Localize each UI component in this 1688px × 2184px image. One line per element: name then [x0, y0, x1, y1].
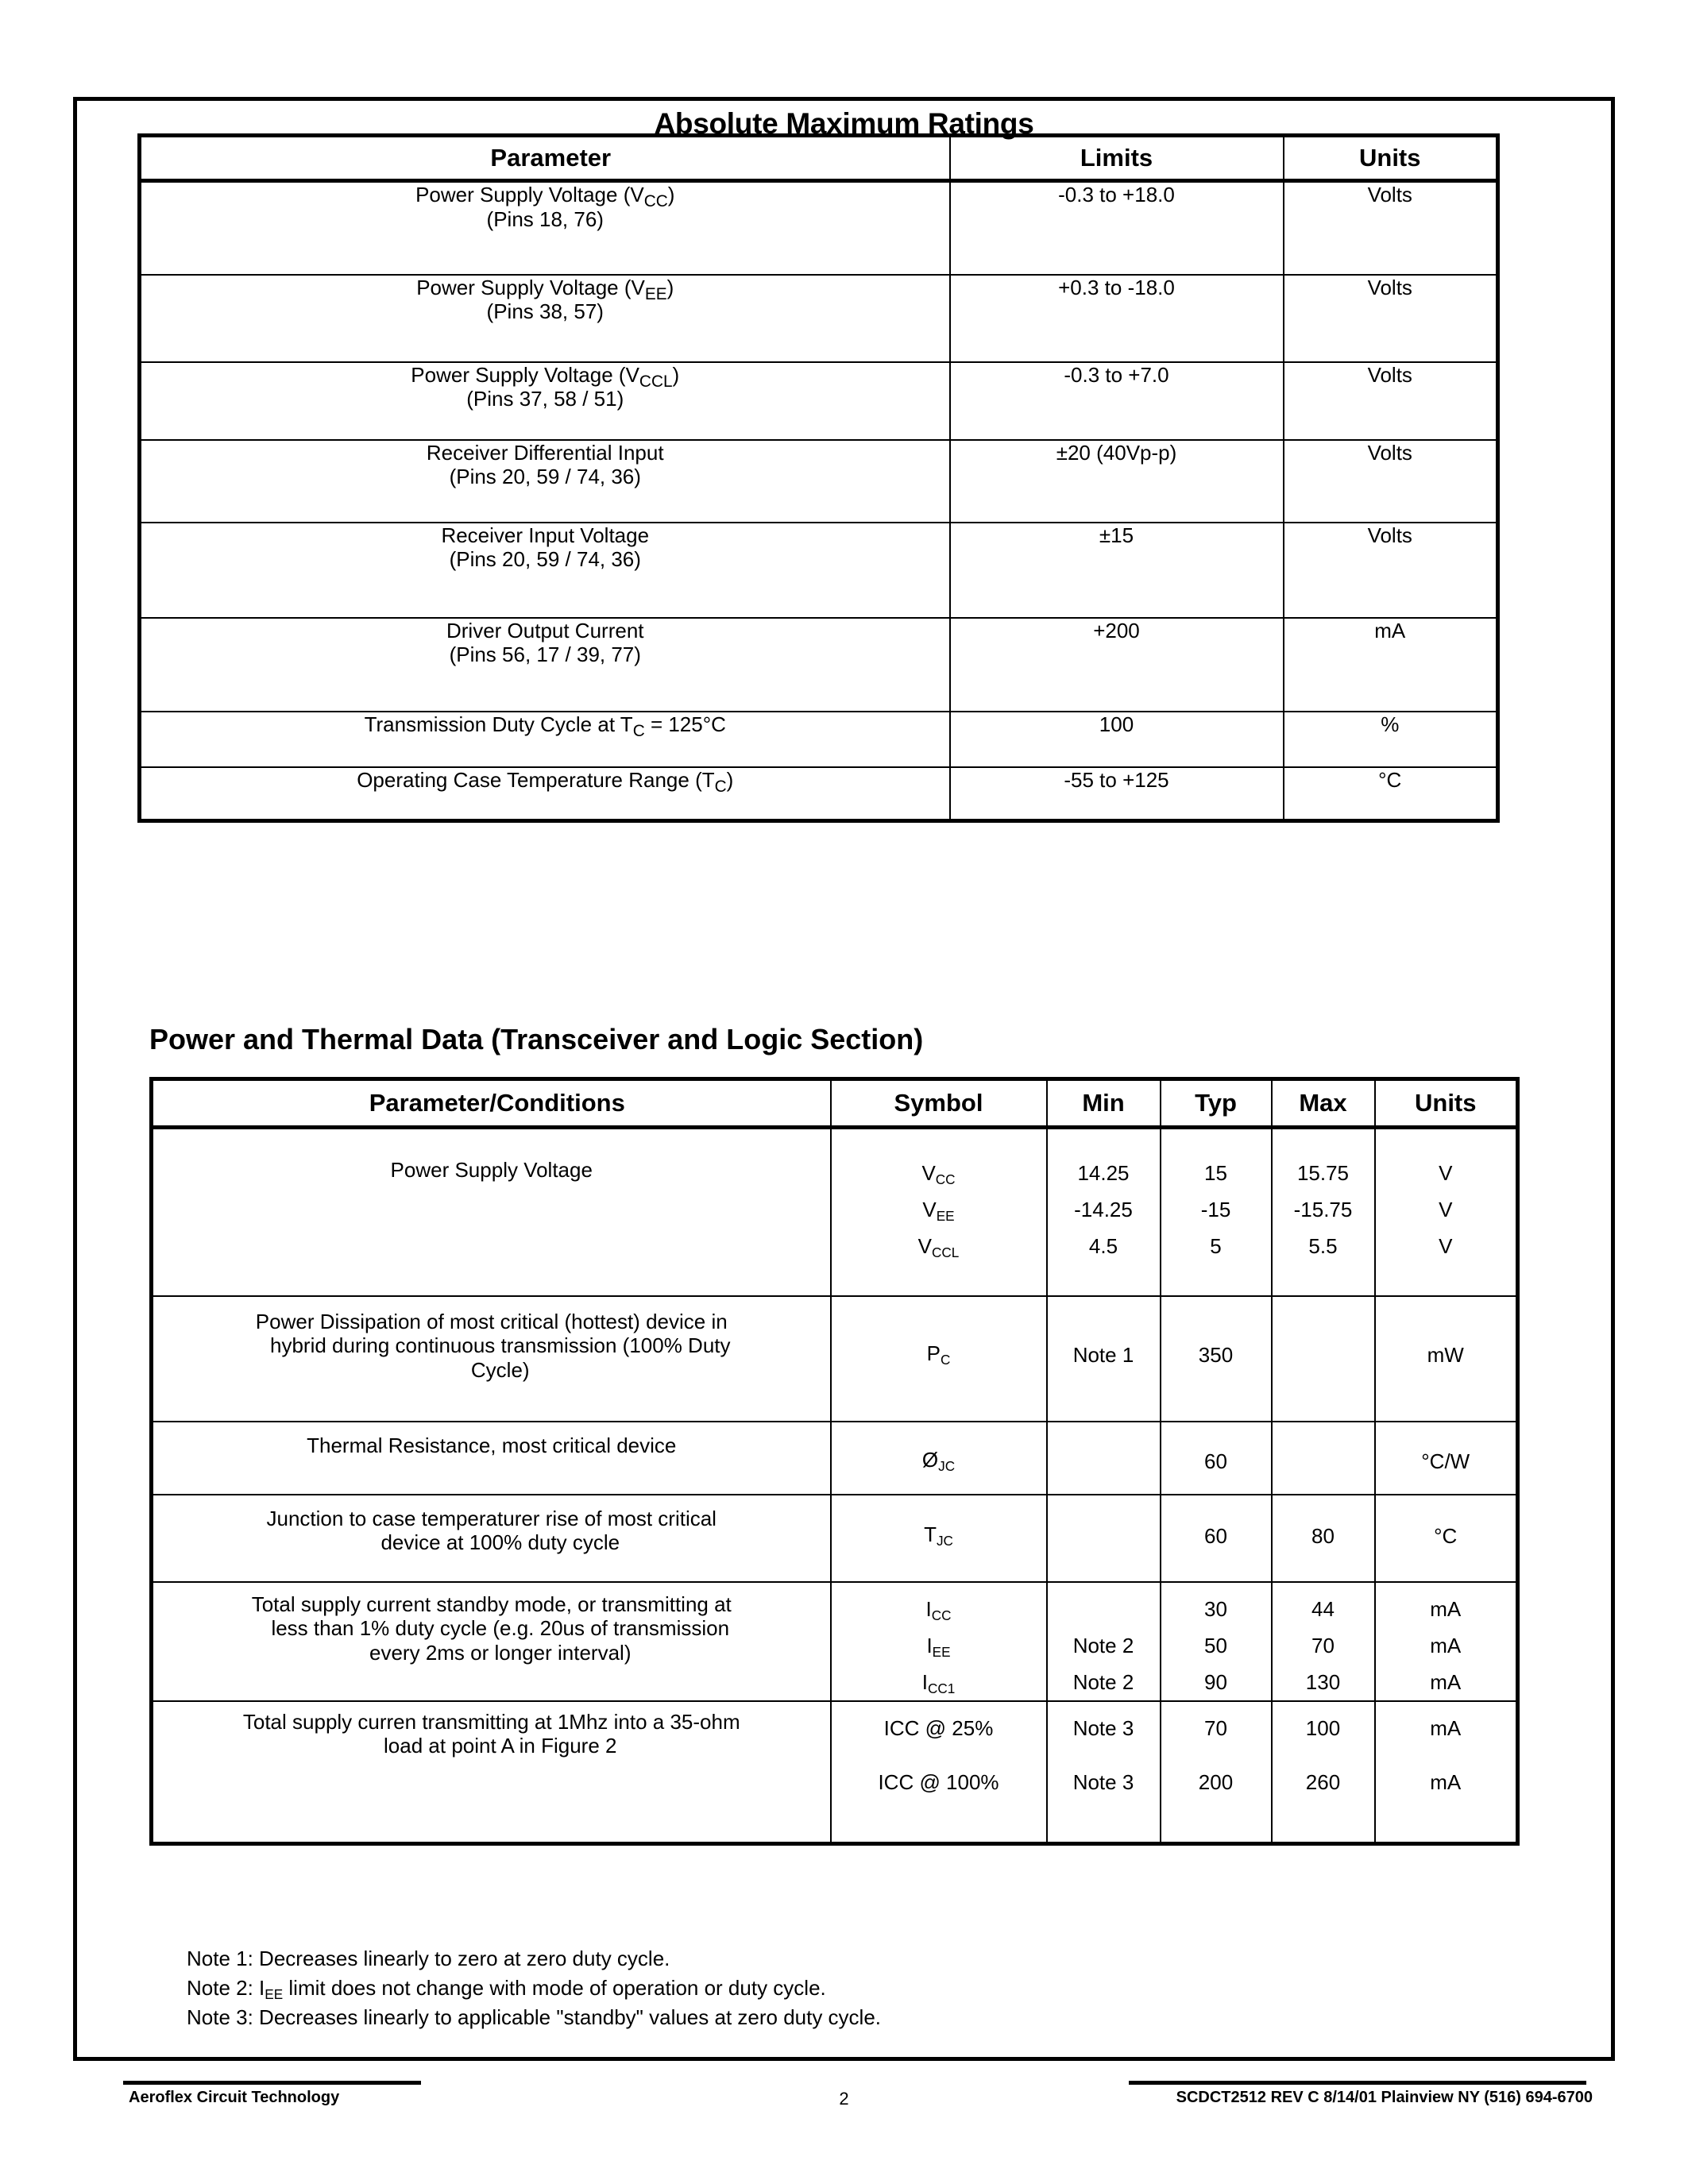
param-pins: (Pins 56, 17 / 39, 77) [449, 642, 641, 667]
max-cell [1272, 1582, 1375, 1701]
units-value: mA [1430, 1715, 1462, 1740]
param-tail: ) [726, 767, 734, 792]
typ-value: 70 [1204, 1715, 1227, 1740]
limits-cell: 100 [950, 712, 1284, 767]
table-row [152, 1495, 1518, 1582]
symbol-subscript: JC [938, 1457, 956, 1474]
typ-value: 50 [1204, 1633, 1227, 1657]
note-2-prefix: Note 2: I [187, 1975, 265, 2000]
min-value: Note 2 [1072, 1633, 1134, 1657]
units-value: V [1439, 1234, 1453, 1258]
param-pins: (Pins 18, 76) [486, 206, 604, 231]
units-cell: °C [1375, 1495, 1518, 1582]
param-pins: (Pins 20, 59 / 74, 36) [449, 465, 641, 489]
limits-cell: -0.3 to +18.0 [950, 181, 1284, 275]
symbol-line: ICC @ 25% [883, 1715, 994, 1740]
units-cell [1375, 1128, 1518, 1296]
units-cell [1375, 1701, 1518, 1844]
min-value: 14.25 [1077, 1161, 1130, 1185]
units-value: mA [1430, 1633, 1462, 1657]
param-line: Total supply current standby mode, or transmitting at [251, 1592, 732, 1616]
max-value: 15.75 [1296, 1161, 1350, 1185]
max-value: 100 [1305, 1715, 1341, 1740]
typ-value: 5 [1210, 1234, 1222, 1258]
param-subscript: C [632, 721, 645, 740]
units-value: V [1439, 1198, 1453, 1221]
units-value: V [1439, 1161, 1453, 1185]
symbol-subscript: CC [931, 1607, 952, 1623]
symbol-base: I [926, 1633, 933, 1657]
column-header-min: Min [1047, 1079, 1161, 1128]
table-row [152, 1582, 1518, 1701]
units-cell: mA [1284, 618, 1498, 712]
symbol-subscript: CC [935, 1171, 956, 1188]
symbol-line [832, 1591, 1046, 1627]
max-value: 70 [1311, 1633, 1335, 1657]
symbol-cell [831, 1128, 1047, 1296]
column-header-limits: Limits [950, 136, 1284, 181]
parameter-cell [140, 523, 950, 618]
param-subscript: C [714, 777, 727, 796]
note-2-suffix: limit does not change with mode of operation or duty cycle. [283, 1975, 826, 2000]
symbol-base: P [926, 1341, 941, 1365]
units-cell: Volts [1284, 523, 1498, 618]
symbol-cell [831, 1495, 1047, 1582]
typ-cell: 60 [1161, 1422, 1272, 1495]
footer-document-id: SCDCT2512 REV C 8/14/01 Plainview NY (516) 694-6700 [1176, 2089, 1593, 2106]
table-row [140, 275, 1498, 362]
units-cell: % [1284, 712, 1498, 767]
param-name: Power Supply Voltage (V [416, 275, 645, 299]
parameter-cell [152, 1582, 831, 1701]
section-heading: Power and Thermal Data (Transceiver and Logic Section) [149, 1023, 924, 1055]
table-row [140, 362, 1498, 440]
parameter-cell [140, 767, 950, 821]
param-line: Total supply curren transmitting at 1Mhz into a 35-ohm [242, 1709, 740, 1734]
min-value: Note 3 [1072, 1715, 1134, 1740]
symbol-line [832, 1191, 1046, 1228]
units-cell: °C [1284, 767, 1498, 821]
symbol-cell [831, 1582, 1047, 1701]
units-cell: °C/W [1375, 1422, 1518, 1495]
symbol-cell [831, 1422, 1047, 1495]
column-header-max: Max [1272, 1079, 1375, 1128]
limits-cell: -55 to +125 [950, 767, 1284, 821]
min-value: Note 2 [1072, 1669, 1134, 1694]
units-cell: Volts [1284, 362, 1498, 440]
page-footer [73, 2081, 1615, 2128]
symbol-cell [831, 1701, 1047, 1844]
param-tail: ) [672, 362, 680, 387]
symbol-base: T [924, 1522, 937, 1546]
symbol-subscript: EE [932, 1643, 951, 1660]
max-value: 130 [1305, 1669, 1341, 1694]
max-cell [1272, 1128, 1375, 1296]
column-header-units: Units [1375, 1079, 1518, 1128]
param-tail: ) [666, 275, 674, 299]
parameter-cell [152, 1296, 831, 1422]
min-cell [1047, 1495, 1161, 1582]
min-value [1048, 1591, 1160, 1627]
note-1: Note 1: Decreases linearly to zero at zero duty cycle. [187, 1947, 670, 1970]
param-line: less than 1% duty cycle (e.g. 20us of transmission [271, 1616, 730, 1641]
min-value: -14.25 [1074, 1198, 1133, 1221]
units-value: mA [1430, 1596, 1462, 1621]
symbol-line [832, 1627, 1046, 1664]
table-row [140, 181, 1498, 275]
typ-cell [1161, 1701, 1272, 1844]
parameter-cell [152, 1701, 831, 1844]
parameter-cell [140, 618, 950, 712]
param-name: Power Supply Voltage (V [411, 362, 639, 387]
param-line: Junction to case temperaturer rise of most critical [266, 1506, 717, 1530]
table-header-row [140, 136, 1498, 181]
note-2 [187, 1974, 881, 2003]
parameter-cell [140, 362, 950, 440]
column-header-typ: Typ [1161, 1079, 1272, 1128]
max-value: 260 [1305, 1769, 1341, 1794]
symbol-base: V [922, 1198, 937, 1221]
param-subscript: EE [644, 284, 667, 303]
page-title: Absolute Maximum Ratings [654, 107, 1034, 140]
param-name: Driver Output Current [446, 618, 644, 642]
units-cell: Volts [1284, 181, 1498, 275]
max-value: 44 [1311, 1596, 1335, 1621]
typ-value: -15 [1200, 1198, 1231, 1221]
table-header-row [152, 1079, 1518, 1128]
column-header-units: Units [1284, 136, 1498, 181]
table-row [152, 1128, 1518, 1296]
param-pins: (Pins 20, 59 / 74, 36) [449, 547, 641, 572]
param-line: Power Dissipation of most critical (hottest) device in [255, 1309, 728, 1333]
symbol-subscript: C [940, 1351, 951, 1368]
param-line: every 2ms or longer interval) [369, 1640, 632, 1665]
min-cell [1047, 1128, 1161, 1296]
max-cell [1272, 1422, 1375, 1495]
symbol-line [832, 1228, 1046, 1264]
param-subscript: CC [643, 192, 668, 211]
param-name: Receiver Differential Input [426, 440, 664, 465]
symbol-base: V [921, 1161, 936, 1185]
symbol-base: I [921, 1669, 928, 1694]
symbol-base: V [917, 1234, 932, 1258]
max-cell: 80 [1272, 1495, 1375, 1582]
symbol-line: ICC @ 100% [878, 1769, 999, 1794]
units-cell [1375, 1582, 1518, 1701]
parameter-cell [152, 1128, 831, 1296]
typ-cell [1161, 1582, 1272, 1701]
parameter-cell [140, 181, 950, 275]
param-tail: = 125°C [644, 712, 726, 736]
max-cell [1272, 1701, 1375, 1844]
param-pins: (Pins 38, 57) [486, 299, 604, 324]
param-tail: ) [667, 183, 675, 206]
column-header-parameter: Parameter [140, 136, 950, 181]
symbol-subscript: CCL [932, 1244, 960, 1261]
column-header-parameter: Parameter/Conditions [152, 1079, 831, 1128]
typ-value: 30 [1204, 1596, 1227, 1621]
notes-block [187, 1944, 881, 2032]
max-cell [1272, 1296, 1375, 1422]
footer-page-number: 2 [839, 2089, 849, 2109]
table-row [140, 618, 1498, 712]
param-name: Power Supply Voltage [390, 1158, 593, 1182]
typ-value: 15 [1204, 1161, 1227, 1185]
max-value: 5.5 [1308, 1234, 1338, 1258]
units-value: mA [1430, 1769, 1462, 1794]
parameter-cell [140, 440, 950, 523]
table-row [152, 1422, 1518, 1495]
param-line: Thermal Resistance, most critical device [307, 1433, 677, 1457]
min-cell: Note 1 [1047, 1296, 1161, 1422]
max-value: -15.75 [1293, 1198, 1353, 1221]
typ-value: 200 [1198, 1769, 1234, 1794]
column-header-symbol: Symbol [831, 1079, 1047, 1128]
param-name: Operating Case Temperature Range (T [357, 767, 715, 792]
parameter-cell [140, 275, 950, 362]
note-2-subscript: EE [265, 1986, 284, 2003]
spacer [832, 1746, 1046, 1764]
footer-company: Aeroflex Circuit Technology [129, 2089, 340, 2106]
units-value: mA [1430, 1669, 1462, 1694]
table-row [140, 440, 1498, 523]
param-line: device at 100% duty cycle [380, 1530, 620, 1555]
limits-cell: +200 [950, 618, 1284, 712]
symbol-base: I [925, 1596, 932, 1621]
limits-cell: ±15 [950, 523, 1284, 618]
min-cell [1047, 1582, 1161, 1701]
typ-cell: 350 [1161, 1296, 1272, 1422]
table-row [140, 712, 1498, 767]
parameter-cell [140, 712, 950, 767]
symbol-subscript: EE [936, 1208, 955, 1225]
symbol-subscript: JC [936, 1532, 953, 1549]
spacer [1376, 1746, 1516, 1764]
absolute-maximum-ratings-table [137, 133, 1500, 823]
units-cell: mW [1375, 1296, 1518, 1422]
limits-cell: -0.3 to +7.0 [950, 362, 1284, 440]
parameter-cell [152, 1495, 831, 1582]
param-subscript: CCL [639, 372, 673, 391]
min-cell [1047, 1422, 1161, 1495]
typ-cell [1161, 1128, 1272, 1296]
parameter-cell [152, 1422, 831, 1495]
table-row [152, 1701, 1518, 1844]
units-cell: Volts [1284, 440, 1498, 523]
min-value: 4.5 [1088, 1234, 1118, 1258]
footer-left-rule [123, 2081, 421, 2085]
param-name: Power Supply Voltage (V [415, 183, 644, 206]
param-name: Transmission Duty Cycle at T [364, 712, 633, 736]
units-cell: Volts [1284, 275, 1498, 362]
min-value: Note 3 [1072, 1769, 1134, 1794]
footer-right-rule [1129, 2081, 1586, 2085]
param-line: hybrid during continuous transmission (100% Duty [269, 1333, 731, 1358]
symbol-base: Ø [921, 1447, 939, 1472]
table-row [140, 767, 1498, 821]
param-line: Cycle) [470, 1357, 530, 1382]
limits-cell: +0.3 to -18.0 [950, 275, 1284, 362]
param-pins: (Pins 37, 58 / 51) [466, 387, 624, 411]
typ-value: 90 [1204, 1669, 1227, 1694]
power-thermal-data-table [149, 1077, 1520, 1846]
spacer [1048, 1746, 1160, 1764]
typ-cell: 60 [1161, 1495, 1272, 1582]
spacer [1273, 1746, 1374, 1764]
symbol-subscript: CC1 [927, 1680, 956, 1696]
limits-cell: ±20 (40Vp-p) [950, 440, 1284, 523]
note-3: Note 3: Decreases linearly to applicable "standby" values at zero duty cycle. [187, 2005, 882, 2029]
symbol-line [832, 1664, 1046, 1700]
symbol-line [832, 1155, 1046, 1191]
param-line: load at point A in Figure 2 [384, 1734, 617, 1758]
min-cell [1047, 1701, 1161, 1844]
table-row [152, 1296, 1518, 1422]
param-name: Receiver Input Voltage [441, 523, 650, 547]
symbol-cell [831, 1296, 1047, 1422]
spacer [1161, 1746, 1271, 1764]
table-row [140, 523, 1498, 618]
